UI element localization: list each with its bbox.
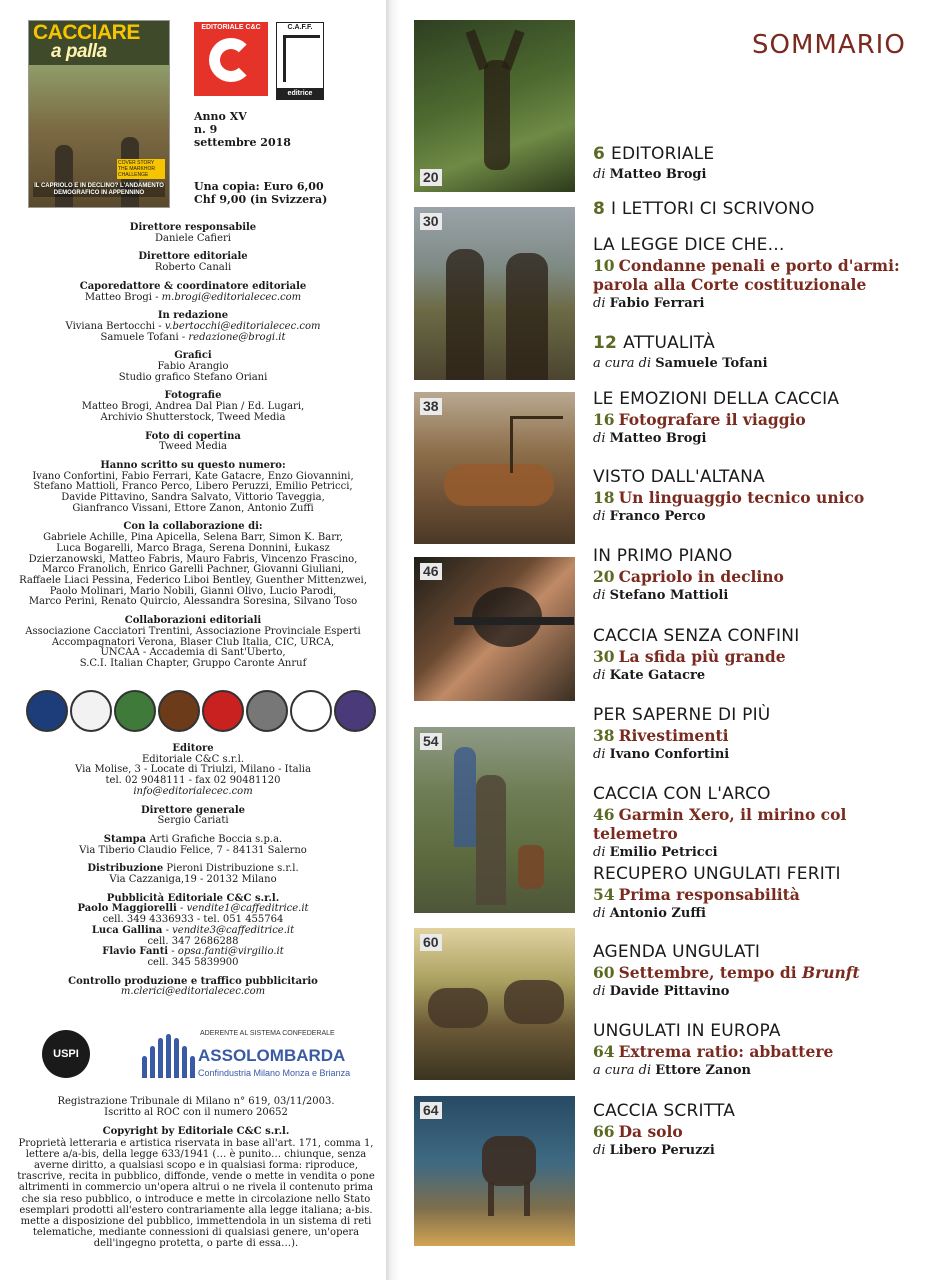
article-title — [593, 488, 933, 507]
page-number: 38 — [593, 726, 615, 745]
assolombarda-subtitle: Confindustria Milano Monza e Brianza — [198, 1068, 351, 1078]
byline-prefix: di — [593, 668, 606, 683]
section-name: RECUPERO UNGULATI FERITI — [593, 864, 841, 884]
toc-entry — [593, 784, 933, 863]
byline-prefix: di — [593, 588, 606, 603]
byline — [593, 294, 933, 314]
article-title — [593, 1042, 933, 1061]
page-number: 12 — [593, 333, 618, 353]
price-euro: Una copia: Euro 6,00 — [194, 180, 324, 193]
byline — [593, 354, 933, 374]
author-name: Emilio Petricci — [609, 845, 718, 860]
publisher-section — [0, 894, 386, 969]
thumbnail-page-number: 20 — [420, 169, 442, 186]
author-name: Libero Peruzzi — [609, 1143, 715, 1158]
article-title — [593, 410, 933, 429]
credit-heading: Fotografie — [164, 390, 222, 402]
article-title-italic: Brunft — [802, 963, 860, 982]
toc-entry — [593, 942, 933, 1002]
section-name: ATTUALITÀ — [623, 333, 715, 353]
association-logo-apeav — [114, 690, 156, 732]
copyright-text: Proprietà letteraria e artistica riservata in base all'art. 171, comma 1, lettere a/a-bis, della legge 633/1941 (… è punito… chiunque, senza averne diritto, a qualsiasi scopo e in qualsiasi forma: riproduce, trascrive, recita in pubblico, diffonde, vende o mette in vendita o pone altrimenti in commercio un'opera altrui o ne rivela il contenuto prima che sia reso pubblico, o introduce e mette in circolazione nello Stato esemplari prodotti all'estero contrariamente alla legge italiana; a-bis. mette a disposizione del pubblico, immettendola in un sistema di reti telematiche, mediante connessioni di qualsiasi genere, un'opera dell'ingegno protetta, o parte di essa…). — [17, 1137, 375, 1250]
credit-email: redazione@brogi.it — [188, 331, 286, 343]
publisher-line: cell. 345 5839900 — [147, 956, 239, 968]
article-title — [593, 805, 933, 843]
toc-entry — [593, 144, 933, 185]
section-heading — [593, 942, 933, 963]
article-title — [593, 963, 933, 982]
thumbnail-fallow-deer-fight — [414, 928, 575, 1080]
toc-entry — [593, 864, 933, 924]
credit-heading: Caporedattore & coordinatore editoriale — [79, 280, 307, 292]
section-heading — [593, 1021, 933, 1042]
page-number: 20 — [593, 567, 615, 586]
toc-entry — [593, 467, 933, 527]
price-info — [194, 180, 327, 206]
page-number: 10 — [593, 256, 615, 275]
section-name: VISTO DALL'ALTANA — [593, 467, 765, 487]
credit-line: Luca Bogarelli, Marco Braga, Serena Donnini, Łukasz — [56, 542, 330, 554]
byline-prefix: di — [593, 296, 606, 311]
article-title — [593, 1122, 933, 1141]
price-chf: Chf 9,00 (in Svizzera) — [194, 193, 328, 206]
credit-line: Ivano Confortini, Fabio Ferrari, Kate Gatacre, Enzo Giovannini, — [32, 470, 354, 482]
credit-section — [0, 461, 386, 515]
issue-number: n. 9 — [194, 123, 218, 136]
credit-line: Gianfranco Vissani, Ettore Zanon, Antonio Zuffi — [72, 502, 314, 514]
byline-prefix: di — [593, 845, 606, 860]
publisher-heading: Distribuzione Pieroni Distribuzione s.r.l. — [87, 863, 299, 875]
credit-line: Roberto Canali — [154, 262, 232, 274]
byline-prefix: di — [593, 984, 606, 999]
credit-heading: Direttore responsabile — [129, 222, 257, 233]
article-title-text: Da solo — [618, 1122, 683, 1141]
author-name: Davide Pittavino — [609, 984, 730, 999]
copyright-heading: Copyright by Editoriale C&C s.r.l. — [102, 1126, 290, 1138]
publisher-line: Via Molise, 3 - Locate di Triulzi, Milano - Italia — [75, 764, 311, 776]
section-name: CACCIA CON L'ARCO — [593, 784, 771, 804]
cover-title — [33, 23, 165, 61]
credit-line: Associazione Cacciatori Trentini, Associazione Provinciale Esperti — [25, 625, 361, 637]
credit-section — [0, 522, 386, 608]
author-name: Fabio Ferrari — [609, 296, 705, 311]
credit-line: Studio grafico Stefano Oriani — [118, 371, 268, 383]
publisher-line: Via Tiberio Claudio Felice, 7 - 84131 Salerno — [79, 844, 307, 856]
publisher-info — [0, 744, 386, 1006]
credit-heading: Con la collaborazione di: — [123, 521, 263, 533]
article-title — [593, 256, 933, 294]
thumbnail-tracking-dog — [414, 727, 575, 913]
toc-entry — [593, 546, 933, 606]
byline — [593, 1061, 933, 1081]
section-heading — [593, 864, 933, 885]
article-title-text: Garmin Xero, il mirino col telemetro — [593, 805, 847, 843]
credit-section — [0, 223, 386, 244]
section-name: PER SAPERNE DI PIÙ — [593, 705, 771, 725]
credit-email: v.bertocchi@editorialecec.com — [164, 320, 321, 332]
association-logo-urca — [290, 690, 332, 732]
author-name: Kate Gatacre — [609, 668, 706, 683]
section-heading — [593, 235, 933, 256]
publisher-email: m.clerici@editorialecec.com — [120, 986, 266, 998]
section-heading — [593, 784, 933, 805]
association-logo-sci — [246, 690, 288, 732]
credit-line: Dzierzanowski, Matteo Fabris, Mauro Fabris, Vincenzo Frascino, — [28, 553, 358, 565]
byline-prefix: di — [593, 1143, 606, 1158]
publisher-line: tel. 02 9048111 - fax 02 90481120 — [105, 775, 281, 787]
section-name: IN PRIMO PIANO — [593, 546, 733, 566]
publisher-heading-label: Distribuzione — [87, 863, 164, 875]
section-heading — [593, 1101, 933, 1122]
publisher-line: Luca Gallina - vendite3@caffeditrice.it — [91, 924, 295, 936]
assolombarda-name: ASSOLOMBARDA — [198, 1046, 346, 1065]
credit-email: m.brogi@editorialecec.com — [161, 291, 302, 303]
byline — [593, 429, 933, 449]
byline — [593, 507, 933, 527]
credit-line: Archivio Shutterstock, Tweed Media — [100, 411, 286, 423]
publisher-heading-label: Editore — [172, 743, 214, 754]
toc-entry — [593, 705, 933, 765]
legal-notice — [16, 1096, 376, 1250]
page-number: 54 — [593, 885, 615, 904]
section-name: UNGULATI IN EUROPA — [593, 1021, 781, 1041]
byline-prefix: di — [593, 431, 606, 446]
section-heading — [593, 199, 933, 220]
toc-entry — [593, 333, 933, 374]
credit-section — [0, 351, 386, 383]
thumbnail-chamois — [414, 1096, 575, 1246]
article-title-text: Extrema ratio: abbattere — [618, 1042, 834, 1061]
section-heading — [593, 144, 933, 165]
cc-ring-mark — [209, 38, 253, 82]
toc-entry — [593, 199, 933, 220]
credit-line: Marco Perini, Renato Quircio, Alessandra Soresina, Silvano Toso — [28, 596, 358, 608]
author-name: Ettore Zanon — [655, 1063, 751, 1078]
byline-prefix: a cura di — [593, 1063, 652, 1078]
registration-line: Registrazione Tribunale di Milano n° 619, 03/11/2003. — [57, 1096, 335, 1107]
thumbnail-page-number: 38 — [420, 398, 442, 415]
publisher-line: Via Cazzaniga,19 - 20132 Milano — [109, 874, 277, 886]
association-logo-blaser — [26, 690, 68, 732]
byline — [593, 843, 933, 863]
cover-title-line2: a palla — [51, 41, 107, 62]
caff-editrice-label: editrice — [277, 88, 323, 99]
byline — [593, 165, 933, 185]
credit-section — [0, 432, 386, 453]
page-title: SOMMARIO — [752, 30, 906, 60]
publisher-heading-label: Stampa — [103, 833, 147, 845]
association-logo-caronte — [334, 690, 376, 732]
thumbnail-hunters-with-stag — [414, 207, 575, 380]
publisher-email: vendite3@caffeditrice.it — [172, 924, 295, 936]
page-number: 6 — [593, 144, 606, 164]
credit-line: Paolo Molinari, Mario Nobili, Gianni Olivo, Lucio Parodi, — [49, 585, 337, 597]
roc-line: Iscritto al ROC con il numero 20652 — [104, 1107, 288, 1119]
publisher-section — [0, 744, 386, 798]
credit-heading: Direttore editoriale — [138, 251, 248, 263]
caff-editrice-logo — [276, 22, 324, 100]
author-name: Antonio Zuffi — [609, 906, 706, 921]
publisher-section — [0, 977, 386, 998]
section-name: LA LEGGE DICE CHE… — [593, 235, 785, 255]
publisher-section — [0, 835, 386, 856]
credit-line: Tweed Media — [158, 441, 227, 453]
credit-heading: Hanno scritto su questo numero: — [100, 459, 286, 471]
byline-prefix: di — [593, 167, 606, 182]
toc-entry — [593, 1021, 933, 1081]
publisher-heading-label: Direttore generale — [140, 804, 246, 816]
credit-section — [0, 282, 386, 303]
section-heading — [593, 705, 933, 726]
section-heading — [593, 546, 933, 567]
thumbnail-red-stag — [414, 392, 575, 544]
byline — [593, 982, 933, 1002]
publisher-section — [0, 864, 386, 885]
article-title-text: Capriolo in declino — [618, 567, 784, 586]
issue-year: Anno XV — [194, 110, 247, 123]
page-number: 16 — [593, 410, 615, 429]
byline-prefix: di — [593, 509, 606, 524]
article-title — [593, 885, 933, 904]
toc-entry — [593, 1101, 933, 1161]
page-gutter — [386, 0, 400, 1280]
editoriale-cc-logo — [194, 22, 268, 96]
publisher-contact-name: Luca Gallina — [91, 924, 163, 936]
credit-section — [0, 391, 386, 423]
issue-info — [194, 110, 291, 149]
publisher-line: Sergio Cariati — [157, 815, 229, 827]
thumbnail-page-number: 54 — [420, 733, 442, 750]
credit-line: Raffaele Liaci Pessina, Federico Liboi Bentley, Guenther Mittenzwei, — [19, 574, 367, 586]
association-logo-cic — [158, 690, 200, 732]
cover-story-tag: COVER STORY THE MARKHOR CHALLENGE — [117, 159, 165, 179]
assolombarda-mark — [140, 1032, 194, 1078]
page-number: 8 — [593, 199, 606, 219]
thumbnail-roe-deer — [414, 20, 575, 192]
publisher-contact-name: Paolo Maggiorelli — [77, 903, 177, 915]
credit-section — [0, 252, 386, 273]
page-number: 60 — [593, 963, 615, 982]
masthead-credits — [0, 223, 386, 678]
page-number: 46 — [593, 805, 615, 824]
credit-line: Fabio Arangio — [157, 361, 229, 373]
thumbnail-page-number: 64 — [420, 1102, 442, 1119]
publisher-line: Flavio Fanti - opsa.fanti@virgilio.it — [102, 946, 284, 958]
cover-title-line1: CACCIARE — [33, 21, 140, 44]
toc-entry — [593, 389, 933, 449]
byline-prefix: di — [593, 906, 606, 921]
thumbnail-page-number: 46 — [420, 563, 442, 580]
publisher-line: cell. 347 2686288 — [147, 935, 239, 947]
credit-line: Davide Pittavino, Sandra Salvato, Vittorio Taveggia, — [61, 492, 325, 504]
section-name: LE EMOZIONI DELLA CACCIA — [593, 389, 840, 409]
article-title — [593, 567, 933, 586]
publisher-email: info@editorialecec.com — [133, 785, 253, 797]
article-title-text: Un linguaggio tecnico unico — [618, 488, 865, 507]
publisher-line: cell. 349 4336933 - tel. 051 455764 — [102, 914, 284, 926]
byline — [593, 1141, 933, 1161]
byline — [593, 904, 933, 924]
credit-heading: In redazione — [157, 310, 229, 322]
section-name: CACCIA SENZA CONFINI — [593, 626, 800, 646]
article-title — [593, 726, 933, 745]
thumbnail-page-number: 30 — [420, 213, 442, 230]
author-name: Stefano Mattioli — [609, 588, 729, 603]
section-heading — [593, 333, 933, 354]
association-logo-uncaa — [202, 690, 244, 732]
author-name: Matteo Brogi — [609, 431, 707, 446]
thumbnail-page-number: 60 — [420, 934, 442, 951]
credit-line: Gabriele Achille, Pina Apicella, Selena Barr, Simon K. Barr, — [43, 532, 343, 544]
article-title-text: La sfida più grande — [618, 647, 786, 666]
article-title-text: Condanne penali e porto d'armi: parola alla Corte costituzionale — [593, 256, 900, 294]
author-name: Franco Perco — [609, 509, 706, 524]
section-name: AGENDA UNGULATI — [593, 942, 761, 962]
article-title-text: Prima responsabilità — [618, 885, 800, 904]
byline — [593, 586, 933, 606]
credit-line: Viviana Bertocchi - v.bertocchi@editorialecec.com — [65, 320, 321, 332]
credit-line: Daniele Cafieri — [154, 232, 231, 244]
article-title-text: Fotografare il viaggio — [618, 410, 806, 429]
publisher-email: vendite1@caffeditrice.it — [186, 903, 309, 915]
magazine-cover — [28, 20, 170, 208]
editoriale-cc-label: EDITORIALE C&C — [201, 24, 261, 31]
cover-hunter-figure — [55, 145, 73, 208]
publisher-line — [0, 987, 386, 998]
credit-line: Marco Franolich, Enrico Garelli Pachner, Giovanni Giuliani, — [41, 564, 345, 576]
credit-heading: Grafici — [174, 350, 212, 362]
publisher-email: opsa.fanti@virgilio.it — [177, 946, 284, 958]
section-heading — [593, 389, 933, 410]
toc-entry — [593, 626, 933, 686]
publisher-heading-label: Pubblicità Editoriale C&C s.r.l. — [106, 892, 280, 904]
credit-line: Matteo Brogi - m.brogi@editorialecec.com — [84, 291, 302, 303]
association-logo-act — [70, 690, 112, 732]
page-number: 64 — [593, 1042, 615, 1061]
credit-line: Accompagnatori Verona, Blaser Club Italia, CIC, URCA, — [51, 636, 335, 648]
issue-date: settembre 2018 — [194, 136, 291, 149]
publisher-line: Paolo Maggiorelli - vendite1@caffeditrice.it — [77, 903, 309, 915]
publisher-contact-name: Flavio Fanti — [102, 946, 169, 958]
credit-heading: Foto di copertina — [145, 430, 241, 442]
byline-prefix: a cura di — [593, 356, 652, 371]
publisher-line — [0, 787, 386, 798]
credit-line: S.C.I. Italian Chapter, Gruppo Caronte Anruf — [79, 657, 307, 669]
article-title-text: Settembre, tempo di — [618, 963, 797, 982]
publisher-section — [0, 806, 386, 827]
assolombarda-tagline: ADERENTE AL SISTEMA CONFEDERALE — [200, 1030, 335, 1037]
section-name: I LETTORI CI SCRIVONO — [611, 199, 815, 219]
byline — [593, 666, 933, 686]
credit-line: Matteo Brogi, Andrea Dal Pian / Ed. Lugari, — [81, 401, 305, 413]
byline-prefix: di — [593, 747, 606, 762]
section-name: CACCIA SCRITTA — [593, 1101, 736, 1121]
caff-mark — [283, 35, 320, 82]
section-name: EDITORIALE — [611, 144, 715, 164]
publisher-heading-label: Controllo produzione e traffico pubblicitario — [68, 975, 318, 987]
credit-heading: Collaborazioni editoriali — [124, 615, 262, 627]
author-name: Samuele Tofani — [655, 356, 768, 371]
credit-line: UNCAA - Accademia di Sant'Uberto, — [100, 647, 286, 659]
association-logos — [26, 690, 376, 736]
page-number: 18 — [593, 488, 615, 507]
author-name: Ivano Confortini — [609, 747, 730, 762]
credit-line: Samuele Tofani - redazione@brogi.it — [100, 331, 286, 343]
cover-headline: IL CAPRIOLO E IN DECLINO? L'ANDAMENTO DEMOGRAFICO IN APPENNINO — [34, 183, 164, 196]
caff-label: C.A.F.F. — [287, 24, 313, 31]
publisher-line: Editoriale C&C s.r.l. — [141, 753, 245, 765]
thumbnail-archer-scope — [414, 557, 575, 701]
section-heading — [593, 467, 933, 488]
credit-line: Stefano Mattioli, Franco Perco, Libero Peruzzi, Emilio Petricci, — [33, 481, 353, 493]
article-title-text: Rivestimenti — [618, 726, 729, 745]
page-number: 30 — [593, 647, 615, 666]
credit-section — [0, 616, 386, 670]
publisher-heading: Stampa Arti Grafiche Boccia s.p.a. — [103, 833, 283, 845]
article-title — [593, 647, 933, 666]
page-number: 66 — [593, 1122, 615, 1141]
credit-section — [0, 311, 386, 343]
toc-entry — [593, 235, 933, 314]
uspi-logo: USPI — [42, 1030, 90, 1078]
byline — [593, 745, 933, 765]
section-heading — [593, 626, 933, 647]
author-name: Matteo Brogi — [609, 167, 707, 182]
